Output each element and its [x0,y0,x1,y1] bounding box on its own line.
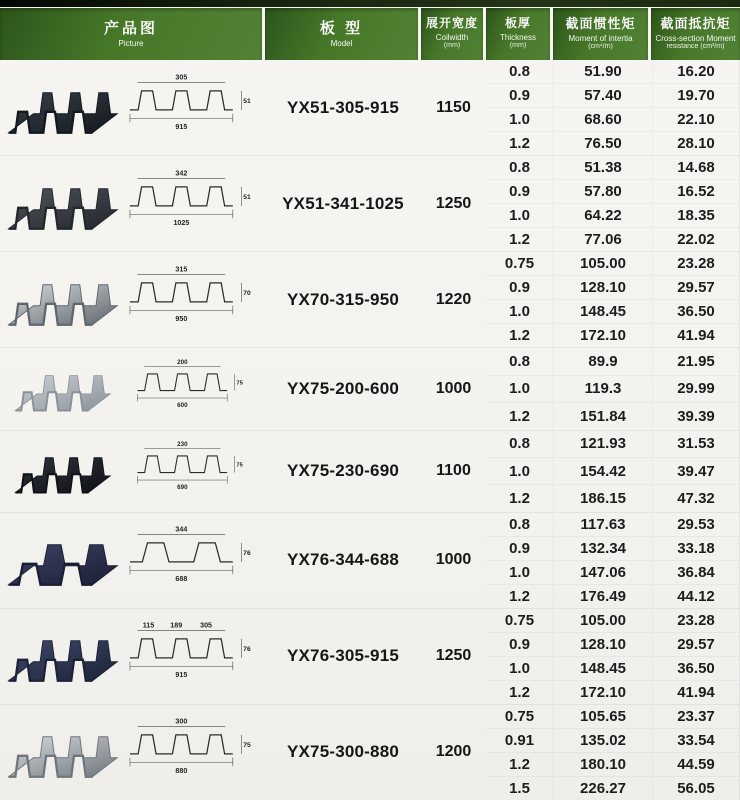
header-unit: (mm) [509,42,527,50]
resistance-value: 23.28 [653,252,739,276]
inertia-column [553,156,653,251]
inertia-value: 77.06 [584,231,622,249]
inertia-value: 154.42 [554,458,652,485]
inertia-value: 151.84 [580,407,626,425]
coilwidth-value: 1250 [435,647,472,665]
inertia-value: 105.00 [554,609,652,633]
dim-label-top: 189 [170,621,183,630]
resist-column [653,513,740,608]
resistance-value: 31.53 [653,431,739,458]
thick-column [486,60,553,155]
coilwidth-value: 1150 [436,98,471,116]
inertia-value: 176.49 [580,587,626,605]
profile-drawing [123,712,255,792]
resistance-value: 22.10 [653,108,739,132]
profile-drawing [123,354,255,424]
header-unit: (mm) [443,42,461,50]
inertia-value: 51.38 [554,156,652,180]
dim-label-side: 75 [236,462,243,469]
resist-column [653,252,740,347]
inertia-value: 132.34 [554,537,652,561]
resist-column [653,431,740,512]
product-picture [0,431,265,512]
thick-column [486,348,553,429]
thick-column [486,252,553,347]
dim-label-top: 342 [175,169,188,178]
profile-drawing [123,68,255,148]
resistance-value: 36.50 [653,300,739,324]
dim-label-side: 75 [236,380,243,387]
model-cell [265,348,421,429]
thickness-value: 0.75 [486,705,553,729]
sheet-3d-image [3,436,121,506]
dim-label-top: 344 [175,525,188,534]
resistance-value: 44.59 [653,753,739,777]
thick-column [486,513,553,608]
inertia-value: 117.63 [554,513,652,537]
model-label: YX75-300-880 [286,742,400,762]
resist-column [653,705,740,800]
model-label: YX76-344-688 [286,550,400,570]
dim-label-bottom: 690 [177,484,188,492]
resistance-value: 19.70 [653,84,739,108]
thickness-value: 0.9 [486,633,553,657]
thick-column [486,156,553,251]
inertia-value: 172.10 [580,327,626,345]
page-top-edge [0,0,740,7]
resistance-value: 33.18 [653,537,739,561]
resistance-value: 29.57 [653,276,739,300]
inertia-value: 57.40 [554,84,652,108]
coilwidth-value: 1200 [435,743,472,761]
dim-label-side: 76 [243,550,251,558]
resistance-value: 23.28 [653,609,739,633]
inertia-value: 148.45 [554,300,652,324]
header-label-en: Cross-section Moment [655,33,736,43]
model-label: YX75-230-690 [286,461,400,481]
thickness-value: 1.0 [486,657,553,681]
model-cell [265,513,421,608]
inertia-value: 148.45 [554,657,652,681]
inertia-value: 172.10 [580,683,626,701]
thickness-value: 1.0 [486,458,553,485]
coilwidth-cell [421,705,486,800]
thickness-value: 0.75 [486,252,553,276]
dim-label-top: 200 [177,359,188,367]
sheet-3d-image [3,616,121,696]
header-unit: resistance (cm³/m) [666,43,725,51]
dim-label-top: 305 [175,72,188,81]
inertia-value: 51.90 [554,60,652,84]
coilwidth-cell [421,348,486,429]
thickness-value: 0.9 [486,84,553,108]
resistance-value: 36.84 [653,561,739,585]
table-header [0,7,740,60]
resistance-value: 29.99 [653,376,739,403]
inertia-value: 226.27 [580,780,626,798]
model-label: YX76-305-915 [286,646,400,666]
thick-column [486,609,553,704]
inertia-value: 57.80 [554,180,652,204]
header-label-en: Thickness [499,33,536,43]
inertia-value: 119.3 [554,376,652,403]
inertia-value: 89.9 [554,348,652,375]
dim-label-bottom: 915 [175,671,188,680]
inertia-value: 180.10 [554,753,652,777]
product-picture [0,156,265,251]
product-row [0,156,740,252]
model-cell [265,156,421,251]
thickness-value: 0.8 [486,513,553,537]
inertia-column [553,252,653,347]
resist-column [653,609,740,704]
model-label: YX51-341-1025 [282,193,404,213]
dim-label-bottom: 1025 [173,218,190,227]
dim-label-top: 230 [177,441,188,449]
thickness-value: 0.9 [486,180,553,204]
thickness-value: 1.2 [509,407,530,425]
resistance-value: 16.52 [653,180,739,204]
profile-drawing [123,616,255,696]
model-cell [265,60,421,155]
thickness-value: 1.2 [509,231,530,249]
header-label-zh: 板 型 [319,19,364,37]
header-unit: (cm⁴/m) [588,43,613,51]
inertia-column [553,348,653,429]
inertia-column [553,705,653,800]
profile-drawing [123,164,255,244]
resistance-value: 29.53 [653,513,739,537]
thickness-value: 1.2 [486,753,553,777]
resistance-value: 41.94 [677,327,715,345]
inertia-column [553,431,653,512]
product-row [0,431,740,513]
coilwidth-value: 1100 [436,462,471,480]
inertia-value: 128.10 [554,633,652,657]
header-label-en: Moment of intertia [568,33,633,43]
inertia-value: 105.00 [554,252,652,276]
inertia-value: 76.50 [584,135,622,153]
dim-label-bottom: 880 [175,767,188,776]
coilwidth-cell [421,252,486,347]
header-label-zh: 截面惯性矩 [565,15,636,31]
profile-drawing [123,436,255,506]
dim-label-side: 51 [243,193,251,201]
sheet-3d-image [3,712,121,792]
resistance-value: 14.68 [653,156,739,180]
product-row [0,348,740,430]
resistance-value: 39.47 [653,458,739,485]
coilwidth-value: 1220 [435,290,472,308]
product-row [0,60,740,156]
header-col-1 [265,8,418,60]
thickness-value: 1.0 [486,300,553,324]
thickness-value: 0.9 [486,537,553,561]
coilwidth-cell [421,513,486,608]
dim-label-bottom: 688 [175,575,188,584]
product-picture [0,705,265,800]
coilwidth-cell [421,156,486,251]
product-picture [0,513,265,608]
sheet-3d-image [3,68,121,148]
thickness-value: 0.8 [486,60,553,84]
thickness-value: 1.0 [486,204,553,228]
header-label-zh: 板厚 [504,16,531,31]
inertia-column [553,60,653,155]
resistance-value: 33.54 [653,729,739,753]
resist-column [653,156,740,251]
model-label: YX70-315-950 [286,289,400,309]
header-label-zh: 展开宽度 [425,16,478,31]
profile-drawing [123,520,255,600]
resistance-value: 18.35 [653,204,739,228]
sheet-3d-image [3,164,121,244]
resist-column [653,348,740,429]
inertia-column [553,513,653,608]
thickness-value: 0.8 [486,156,553,180]
dim-label-side: 70 [243,290,251,298]
coilwidth-cell [421,60,486,155]
dim-label-side: 76 [243,646,251,654]
resistance-value: 29.57 [653,633,739,657]
model-label: YX75-200-600 [286,378,400,398]
product-row [0,705,740,800]
thick-column [486,431,553,512]
product-picture [0,60,265,155]
product-row [0,252,740,348]
dim-label-top: 305 [200,621,213,630]
resistance-value: 23.37 [653,705,739,729]
inertia-value: 128.10 [554,276,652,300]
resistance-value: 39.39 [677,407,715,425]
header-col-2 [421,8,483,60]
thickness-value: 0.9 [486,276,553,300]
dim-label-side: 75 [243,742,251,750]
product-picture [0,609,265,704]
thickness-value: 0.75 [486,609,553,633]
resistance-value: 21.95 [653,348,739,375]
resistance-value: 16.20 [653,60,739,84]
thickness-value: 1.2 [509,587,530,605]
thickness-value: 1.5 [509,780,530,798]
dim-label-side: 51 [243,97,251,105]
dim-label-top: 300 [175,717,188,726]
sheet-3d-image [3,354,121,424]
thickness-value: 1.2 [509,683,530,701]
model-cell [265,705,421,800]
model-cell [265,252,421,347]
profile-drawing [123,260,255,340]
thickness-value: 0.8 [486,431,553,458]
thickness-value: 0.91 [486,729,553,753]
inertia-value: 64.22 [554,204,652,228]
product-picture [0,348,265,429]
thickness-value: 1.0 [486,376,553,403]
resist-column [653,60,740,155]
inertia-value: 68.60 [554,108,652,132]
resistance-value: 22.02 [677,231,715,249]
thickness-value: 0.8 [486,348,553,375]
coilwidth-cell [421,431,486,512]
product-row [0,513,740,609]
model-cell [265,431,421,512]
dim-label-top: 115 [142,621,155,630]
inertia-value: 135.02 [554,729,652,753]
product-picture [0,252,265,347]
inertia-value: 147.06 [554,561,652,585]
header-label-en: Coilwidth [435,33,469,43]
header-col-4 [553,8,648,60]
header-label-zh: 截面抵抗矩 [660,15,731,31]
product-row [0,609,740,705]
sheet-3d-image [3,260,121,340]
header-label-zh: 产品图 [103,19,158,37]
header-col-5 [651,8,740,60]
coilwidth-value: 1000 [435,551,472,569]
inertia-value: 105.65 [554,705,652,729]
inertia-value: 186.15 [580,489,626,507]
thickness-value: 1.2 [509,327,530,345]
sheet-3d-image [3,520,121,600]
resistance-value: 47.32 [677,489,715,507]
header-label-en: Picture [118,39,144,49]
inertia-value: 121.93 [554,431,652,458]
header-col-0 [0,8,262,60]
thickness-value: 1.0 [486,108,553,132]
dim-label-bottom: 915 [175,122,188,131]
resistance-value: 36.50 [653,657,739,681]
dim-label-bottom: 600 [177,402,188,410]
header-col-3 [486,8,550,60]
dim-label-top: 315 [175,265,188,274]
resistance-value: 56.05 [677,780,715,798]
coilwidth-value: 1000 [435,379,472,397]
coilwidth-cell [421,609,486,704]
thick-column [486,705,553,800]
inertia-column [553,609,653,704]
thickness-value: 1.2 [509,489,530,507]
table-body [0,60,740,800]
thickness-value: 1.2 [509,135,530,153]
coilwidth-value: 1250 [435,194,472,212]
model-cell [265,609,421,704]
resistance-value: 28.10 [677,135,715,153]
dim-label-bottom: 950 [175,314,188,323]
header-label-en: Model [330,39,353,49]
model-label: YX51-305-915 [286,97,400,117]
resistance-value: 41.94 [677,683,715,701]
thickness-value: 1.0 [486,561,553,585]
resistance-value: 44.12 [677,587,715,605]
